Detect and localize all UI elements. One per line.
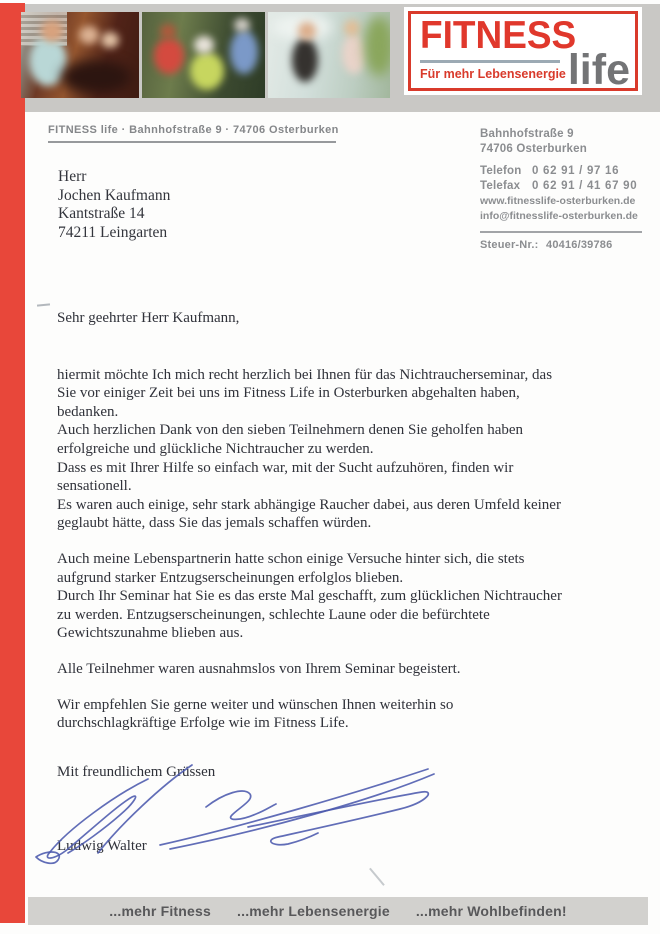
fax-label: Telefax xyxy=(480,180,521,192)
footer-slogan: ...mehr Fitness xyxy=(109,903,212,919)
recipient-line: 74211 Leingarten xyxy=(58,223,168,241)
letter-paragraph xyxy=(57,550,622,643)
letter-line: bedanken. xyxy=(57,403,119,420)
contact-city: 74706 Osterburken xyxy=(480,143,587,155)
photo-figure-shape xyxy=(101,32,119,48)
photo-figure-shape xyxy=(160,24,176,39)
photo-figure-shape xyxy=(292,38,318,82)
tax-number-row xyxy=(480,238,656,253)
sender-return-address: FITNESS life · Bahnhofstraße 9 · 74706 Osterburken xyxy=(48,124,336,143)
header-photo-strip xyxy=(21,12,390,98)
contact-street: Bahnhofstraße 9 xyxy=(480,128,574,140)
contact-phone-row xyxy=(480,164,656,179)
logo-divider-line xyxy=(420,60,560,63)
signer-name: Ludwig Walter xyxy=(57,838,147,855)
tax-label: Steuer-Nr.: xyxy=(480,239,539,251)
photo-figure-shape xyxy=(344,20,360,36)
tax-number: 40416/39786 xyxy=(546,239,613,251)
letter-line: Dass es mit Ihrer Hilfe so einfach war, mit der Sucht aufzuhören, finden wir xyxy=(57,459,514,476)
handwritten-signature xyxy=(20,757,450,867)
letter-line: Durch Ihr Seminar hat Sie es das erste Mal geschafft, zum glücklichen Nichtraucher xyxy=(57,588,562,605)
logo-wordmark: FITNESS xyxy=(420,13,577,57)
spacer xyxy=(480,157,656,164)
photo-figure-shape xyxy=(79,26,99,44)
letter-line: hiermit möchte Ich mich recht herzlich bei Ihnen für das Nichtraucherseminar, das xyxy=(57,366,553,383)
photo-gym-training xyxy=(268,12,390,98)
letter-line: Alle Teilnehmer waren ausnahmslos von Ihrem Seminar begeistert. xyxy=(57,660,461,677)
fitness-life-logo xyxy=(408,11,638,94)
website-text: www.fitnesslife-osterburken.de xyxy=(480,195,636,207)
phone-label: Telefon xyxy=(480,165,522,177)
letter-line: Sie vor einiger Zeit bei uns im Fitness Life in Osterburken abgehalten haben, xyxy=(57,385,520,402)
letter-paragraphs xyxy=(57,366,622,733)
letter-line: geglaubt hätte, dass Sie das jemals schaffen würden. xyxy=(57,515,372,532)
letter-line: Gewichtszunahme blieben aus. xyxy=(57,625,244,642)
scan-artifact-line xyxy=(369,868,384,886)
photo-stretching-group xyxy=(142,12,265,98)
letter-line: Es waren auch einige, sehr stark abhängige Raucher dabei, aus deren Umfeld keiner xyxy=(57,496,561,513)
footer-slogan: ...mehr Lebensenergie xyxy=(237,903,390,919)
photo-figure-shape xyxy=(234,18,250,32)
letter-line: erfolgreiche und glückliche Nichtraucher zu werden. xyxy=(57,440,374,457)
fax-number: 0 62 91 / 41 67 90 xyxy=(532,180,638,192)
letter-paragraph xyxy=(57,366,622,533)
photo-plant-shape xyxy=(364,16,390,76)
photo-figure-shape xyxy=(298,22,316,40)
letter-paragraph xyxy=(57,696,622,733)
salutation: Sehr geehrter Herr Kaufmann, xyxy=(57,310,240,326)
recipient-line: Jochen Kaufmann xyxy=(58,186,171,204)
closing-formula: Mit freundlichem Grüssen xyxy=(57,763,216,780)
phone-number: 0 62 91 / 97 16 xyxy=(532,165,620,177)
recipient-line: Kantstraße 14 xyxy=(58,205,145,222)
recipient-address-block xyxy=(58,168,170,242)
letter-line: aufgrund starker Entzugserscheinungen erfolglos blieben. xyxy=(57,569,404,586)
letter-line: Auch meine Lebenspartnerin hatte schon einige Versuche hinter sich, die stets xyxy=(57,550,525,567)
logo-tagline: Für mehr Lebensenergie xyxy=(420,67,566,81)
photo-figure-shape xyxy=(194,36,214,54)
photo-figure-shape xyxy=(230,30,258,74)
photo-figure-shape xyxy=(41,20,63,42)
email-text: info@fitnesslife-osterburken.de xyxy=(480,210,638,222)
letter-line: sensationell. xyxy=(57,478,132,495)
contact-fax-row xyxy=(480,179,656,194)
photo-bike-shape xyxy=(61,60,131,94)
photo-figure-shape xyxy=(342,34,366,74)
footer-slogan: ...mehr Wohlbefinden! xyxy=(415,903,567,919)
photo-figure-shape xyxy=(154,38,184,74)
letter-line: zu werden. Entzugserscheinungen, schlechte Laune oder die befürchtete xyxy=(57,606,490,623)
photo-spinning-class xyxy=(21,12,139,98)
footer-slogan-bar xyxy=(28,897,648,925)
contact-divider-line xyxy=(480,231,642,233)
letterhead-contact-block xyxy=(480,127,656,253)
letter-paragraph xyxy=(57,660,622,679)
letter-line: durchschlagkräftige Erfolge wie im Fitness Life. xyxy=(57,715,349,732)
fold-mark xyxy=(37,303,50,306)
letter-line: Wir empfehlen Sie gerne weiter und wünschen Ihnen weiterhin so xyxy=(57,696,454,713)
logo-life-wordmark: life xyxy=(567,46,630,94)
photo-figure-shape xyxy=(190,52,224,90)
recipient-line: Herr xyxy=(58,168,87,185)
letter-line: Auch herzlichen Dank von den sieben Teilnehmern denen Sie geholfen haben xyxy=(57,422,524,439)
